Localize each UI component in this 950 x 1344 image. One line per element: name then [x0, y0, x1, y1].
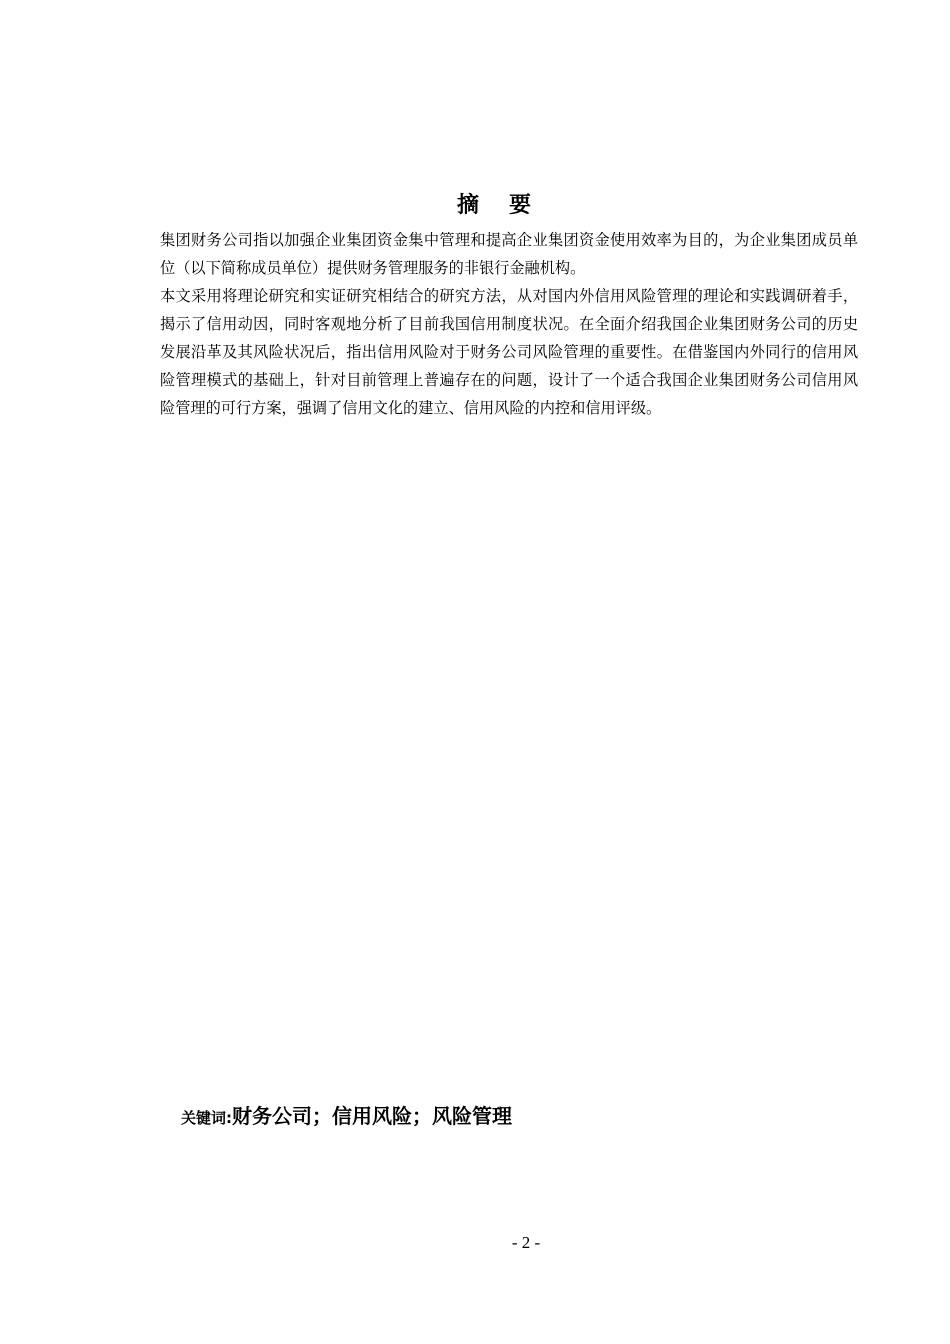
keywords-line: [181, 1100, 512, 1129]
page-number: - 2 -: [511, 1233, 541, 1252]
abstract-title: 摘要: [456, 193, 561, 218]
abstract-paragraph-1: 集团财务公司指以加强企业集团资金集中管理和提高企业集团资金使用效率为目的，为企业集团成员单位（以下简称成员单位）提供财务管理服务的非银行金融机构。: [160, 231, 858, 277]
keywords-label: 关键词:: [181, 1109, 232, 1127]
keywords-value: 财务公司；信用风险；风险管理: [232, 1104, 512, 1128]
abstract-paragraph-2: 本文采用将理论研究和实证研究相结合的研究方法，从对国内外信用风险管理的理论和实践调研着手，揭示了信用动因，同时客观地分析了目前我国信用制度状况。在全面介绍我国企业集团财务公司的历史发展沿革及其风险状况后，指出信用风险对于财务公司风险管理的重要性。在借鉴国内外同行的信用风险管理模式的基础上，针对目前管理上普遍存在的问题，设计了一个适合我国企业集团财务公司信用风险管理的可行方案，强调了信用文化的建立、信用风险的内控和信用评级。: [160, 287, 858, 417]
abstract-body: [160, 226, 858, 422]
